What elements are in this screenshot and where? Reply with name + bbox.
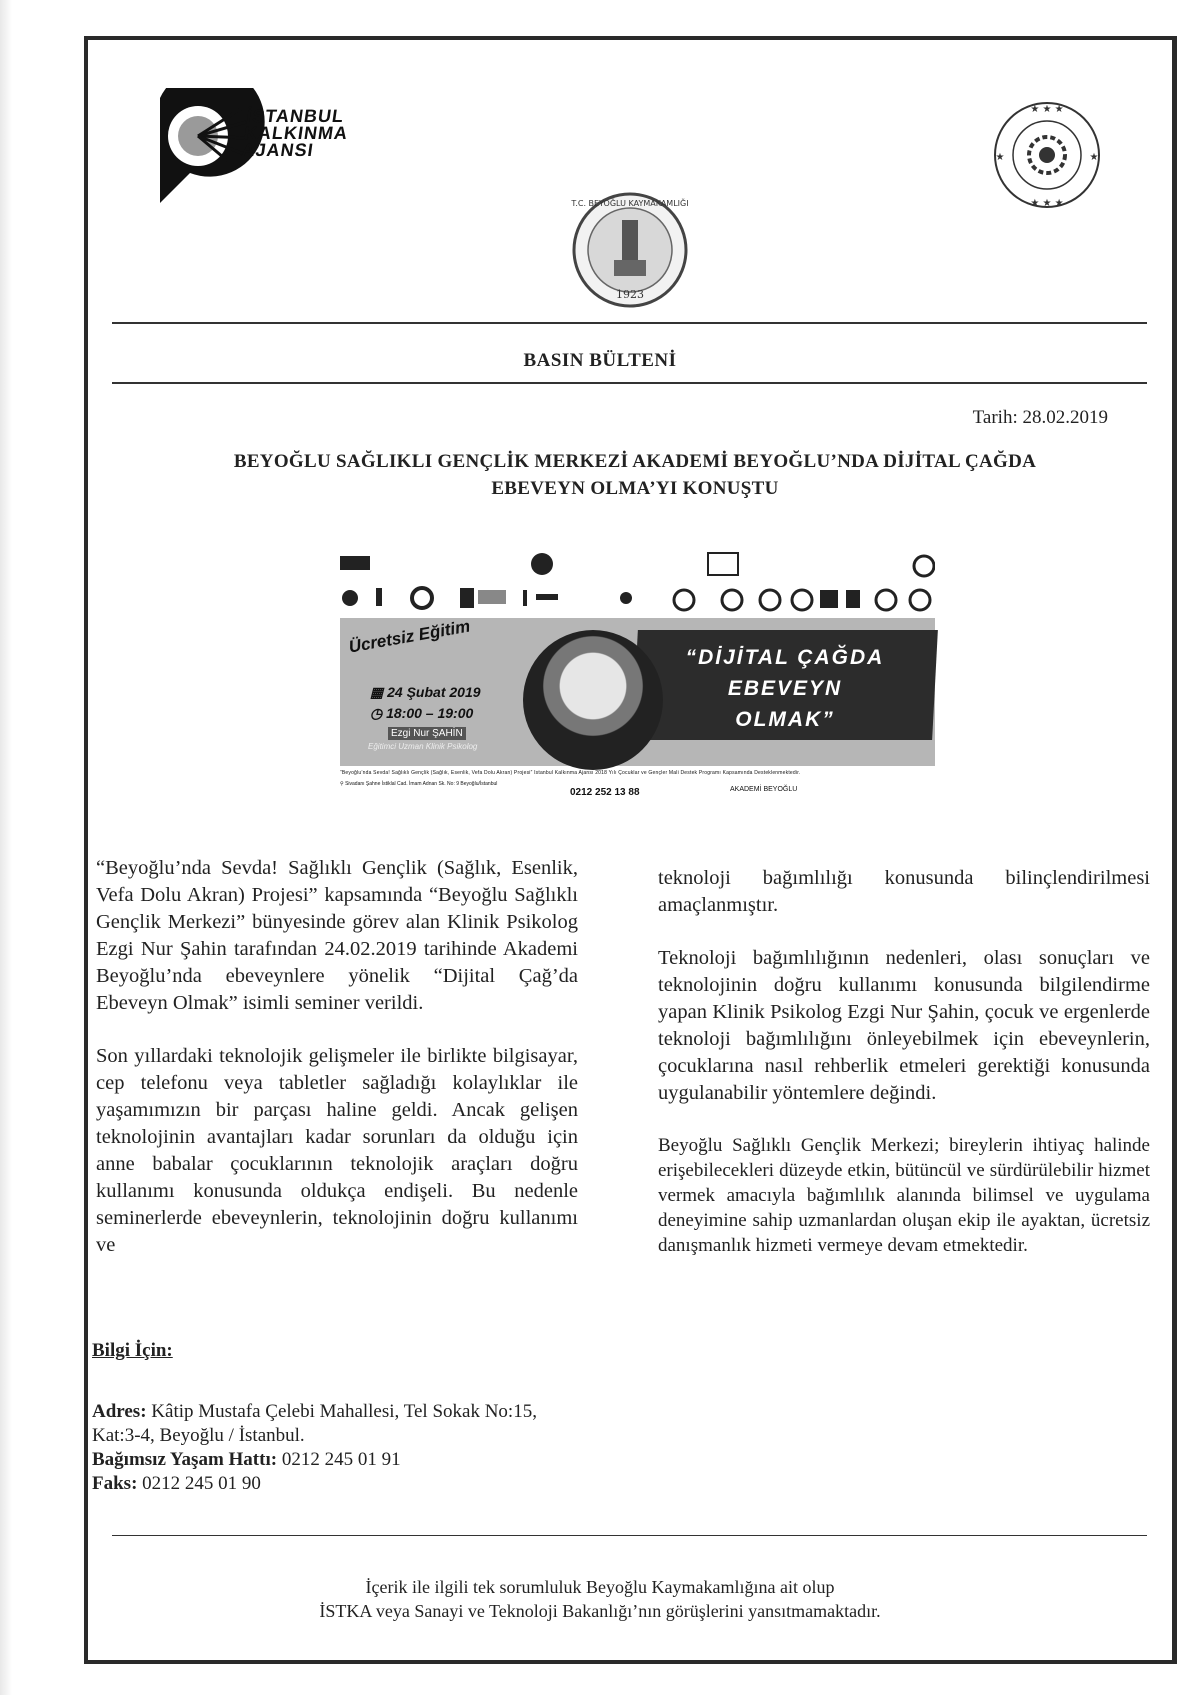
- clock-icon: ◷: [370, 705, 387, 721]
- flyer-quote: [640, 642, 930, 735]
- contact-hotline: [92, 1448, 562, 1472]
- istka-logo-text: [240, 106, 350, 160]
- speaker-photo: [523, 630, 663, 770]
- kaymakam-seal-icon: [570, 190, 690, 310]
- hotline-label: Bağımsız Yaşam Hattı:: [92, 1449, 278, 1470]
- footer-divider: [112, 1535, 1147, 1536]
- contact-block: [92, 1400, 562, 1496]
- sponsor-logos-strip: [340, 550, 935, 620]
- flyer-speaker: Ezgi Nur ŞAHİN: [388, 727, 466, 740]
- flyer-quote-line: EBEVEYN: [727, 677, 843, 700]
- contact-fax: [92, 1472, 562, 1496]
- fax-value: 0212 245 01 90: [142, 1473, 261, 1494]
- svg-text:★: ★: [1089, 152, 1099, 163]
- body-paragraph: Son yıllardaki teknolojik gelişmeler ile birlikte bilgisayar, cep telefonu veya tabletler sağladığı kolaylıklar ile yaşamımızın bir parçası haline geldi. Ancak gelişen teknolojinin avantajları kadar sorunları da olduğu için anne babalar çocuklarının teknolojik araçları doğru kullanımı konusunda oldukça endişeli. Bu nedenle seminerlerde ebeveynlerin, teknolojinin doğru kullanımı ve: [96, 1045, 578, 1256]
- title-divider: [112, 382, 1147, 384]
- svg-text:★ ★ ★: ★ ★ ★: [1030, 198, 1064, 209]
- flyer-time: [370, 705, 473, 722]
- body-paragraph: Teknoloji bağımlılığının nedenleri, olası sonuçları ve teknolojinin doğru kullanımı konusunda bilgilendirme yapan Klinik Psikolog Ezgi Nur Şahin, çocuk ve ergenlerde teknoloji bağımlılığını önleyebilmek için ebeveynlerin, çocuklarına nasıl rehberlik etmeleri gerektiği konusunda uygulanabilir yöntemlere değindi.: [658, 947, 1150, 1104]
- flyer-date-text: 24 Şubat 2019: [387, 684, 481, 700]
- address-value: Kâtip Mustafa Çelebi Mahallesi, Tel Sokak No:15, Kat:3-4, Beyoğlu / İstanbul.: [92, 1401, 537, 1446]
- press-title: BASIN BÜLTENİ: [523, 350, 677, 371]
- kaymakam-seal-year: 1923: [616, 288, 644, 301]
- flyer-quote-line: OLMAK”: [735, 708, 835, 731]
- istka-logo-line: KALKINMA: [242, 123, 350, 143]
- body-paragraph: Beyoğlu Sağlıklı Gençlik Merkezi; bireylerin ihtiyaç halinde erişebilecekleri düzeyde etkin, bütüncül ve sürdürülebilir hizmet vermek amacıyla bağımlılık alanında bilimsel ve uygulama deneyimine sahip uzmanlardan oluşan ekip ile ayaktan, ücretsiz danışmanlık hizmeti vermeye devam etmektedir.: [658, 1135, 1150, 1256]
- flyer-phone: 0212 252 13 88: [570, 787, 640, 798]
- body-paragraph: teknoloji bağımlılığı konusunda bilinçlendirilmesi amaçlanmıştır.: [658, 867, 1150, 916]
- contact-address: [92, 1400, 562, 1448]
- flyer-free-badge: Ücretsiz Eğitim: [347, 616, 472, 657]
- location-pin-icon: ⚲: [340, 781, 346, 787]
- istka-logo-line: İSTANBUL: [245, 106, 346, 126]
- headline: [120, 448, 1150, 502]
- footer-line: İçerik ile ilgili tek sorumluluk Beyoğlu Kaymakamlığına ait olup: [365, 1577, 835, 1597]
- fax-label: Faks:: [92, 1473, 138, 1494]
- svg-text:★ ★ ★: ★ ★ ★: [1030, 104, 1064, 115]
- calendar-icon: ▦: [370, 684, 388, 700]
- flyer-time-text: 18:00 – 19:00: [386, 705, 474, 721]
- footer-line: İSTKA veya Sanayi ve Teknoloji Bakanlığı’nın görüşlerini yansıtmamaktadır.: [319, 1601, 881, 1621]
- address-label: Adres:: [92, 1401, 147, 1422]
- body-right-column: [658, 865, 1150, 1284]
- scan-edge: [0, 0, 12, 1695]
- header-divider: [112, 322, 1147, 324]
- headline-line: EBEVEYN OLMA’YI KONUŞTU: [491, 478, 779, 499]
- info-title: Bilgi İçin:: [92, 1340, 173, 1361]
- headline-line: BEYOĞLU SAĞLIKLI GENÇLİK MERKEZİ AKADEMİ BEYOĞLU’NDA DİJİTAL ÇAĞDA: [233, 451, 1037, 472]
- event-flyer: [340, 550, 935, 810]
- kaymakam-seal-text: T.C. BEYOĞLU KAYMAKAMLIĞI: [571, 199, 689, 208]
- footer-disclaimer: [0, 1575, 1200, 1623]
- flyer-quote-line: “DİJİTAL ÇAĞDA: [685, 646, 885, 669]
- flyer-address-text: Sivadanı Şahne İstiklal Cad. İmam Adnan Sk. No: 9 Beyoğlu/İstanbul: [345, 781, 498, 787]
- svg-text:★: ★: [995, 152, 1005, 163]
- body-left-column: [96, 855, 578, 1285]
- ministry-seal-icon: [980, 100, 1114, 210]
- flyer-address: [340, 781, 497, 788]
- flyer-date: [370, 684, 481, 701]
- release-date: Tarih: 28.02.2019: [972, 407, 1108, 428]
- flyer-akademi-logo: AKADEMİ BEYOĞLU: [730, 786, 798, 793]
- istka-logo-line: AJANSI: [240, 140, 316, 160]
- flyer-speaker-title: Eğitimci Uzman Klinik Psikolog: [368, 742, 478, 751]
- body-paragraph: “Beyoğlu’nda Sevda! Sağlıklı Gençlik (Sağlık, Esenlik, Vefa Dolu Akran) Projesi” kapsamında “Beyoğlu Sağlıklı Gençlik Merkezi” bünyesinde görev alan Klinik Psikolog Ezgi Nur Şahin tarafından 24.02.2019 tarihinde Akademi Beyoğlu’nda ebeveynlere yönelik “Dijital Çağ’da Ebeveyn Olmak” isimli seminer verildi.: [96, 857, 578, 1014]
- flyer-footnote: “Beyoğlu’nda Sevda! Sağlıklı Gençlik (Sağlık, Esenlik, Vefa Dolu Akran) Projesi” İstanbul Kalkınma Ajansı 2018 Yılı Çocuklar ve Gençler Mali Destek Programı Kapsamında Desteklenmektedir.: [340, 770, 801, 776]
- hotline-value: 0212 245 01 91: [281, 1449, 401, 1470]
